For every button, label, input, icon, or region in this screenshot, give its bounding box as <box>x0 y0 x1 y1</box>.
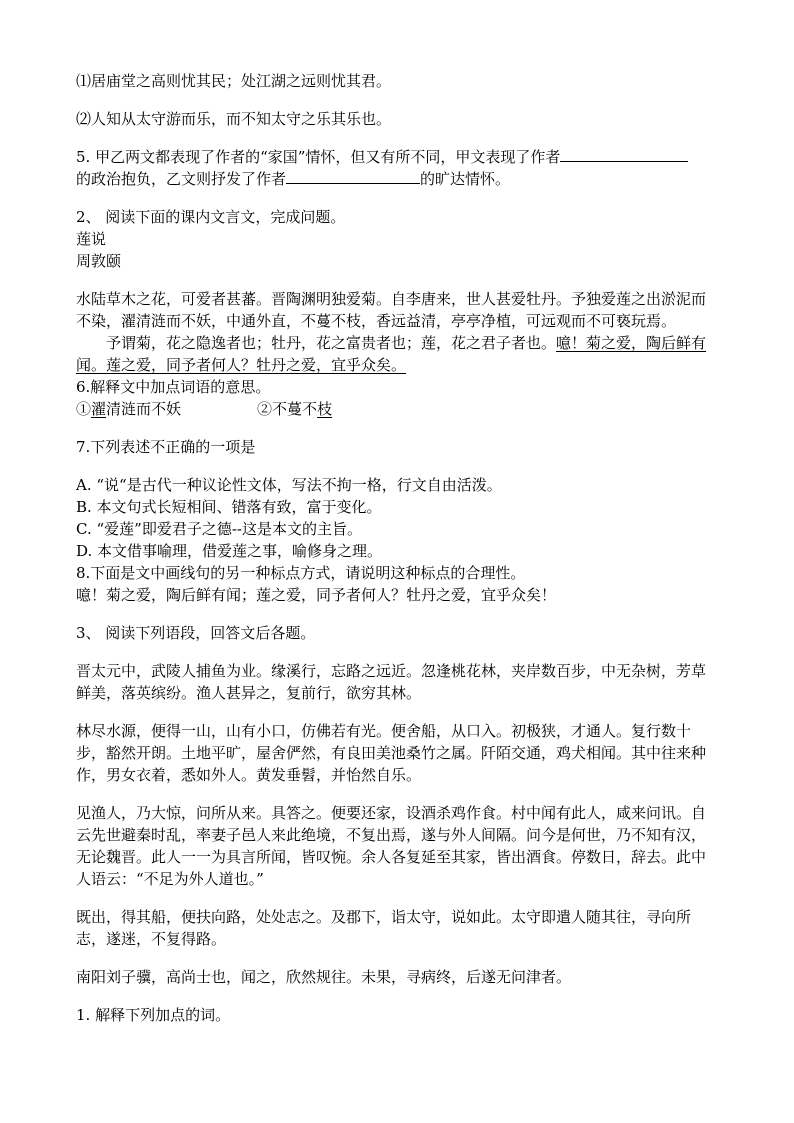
dotted-word-1: 濯 <box>91 400 107 418</box>
paragraph-2-plain: 予谓菊，花之隐逸者也；牡丹，花之富贵者也；莲，花之君子者也。 <box>106 334 557 352</box>
passage-paragraph-1: 晋太元中，武陵人捕鱼为业。缘溪行，忘路之远近。忽逢桃花林，夹岸数百步，中无杂树，芳草鲜美，落英缤纷。渔人甚异之，复前行，欲穷其林。 <box>76 662 707 702</box>
passage-paragraph-3: 见渔人，乃大惊，问所从来。具答之。便要还家，设酒杀鸡作食。村中闻有此人，咸来问讯。自云先世避秦时乱，率妻子邑人来此绝境，不复出焉，遂与外人间隔。问今是何世，乃不知有汉，无论魏晋。此人一一为具言所闻，皆叹惋。余人各复延至其家，皆出酒食。停数日，辞去。此中人语云：“不足为外人道也。” <box>76 804 707 888</box>
question-7-option-a: A. “说“是古代一种议论性文体，写法不拘一格，行文自由活泼。 <box>76 476 502 494</box>
previous-answer-item-2: ⑵人知从太守游而乐，而不知太守之乐其乐也。 <box>76 110 392 128</box>
article-title: 莲说 <box>76 230 107 248</box>
question-8-text: 噫！菊之爱，陶后鲜有闻；莲之爱，同予者何人？牡丹之爱，宜乎众矣！ <box>76 586 557 604</box>
question-7-option-d: D. 本文借事喻理，借爱莲之事，喻修身之理。 <box>76 542 383 560</box>
question-7-option-b: B. 本文句式长短相间、错落有致，富于变化。 <box>76 498 382 516</box>
article-paragraph-2 <box>76 332 718 376</box>
passage-paragraph-4: 既出，得其船，便扶向路，处处志之。及郡下，诣太守，说如此。太守即遣人随其往，寻向所志，遂迷，不复得路。 <box>76 908 692 948</box>
option-1-prefix: ① <box>76 400 92 418</box>
dotted-word-2: 枝 <box>317 400 333 418</box>
article-paragraph-1: 水陆草木之花，可爱者甚蕃。晋陶渊明独爱菊。自李唐来，世人甚爱牡丹。予独爱莲之出淤泥而不染，濯清涟而不妖，中通外直，不蔓不枝，香远益清，亭亭净植，可远观而不可亵玩焉。 <box>76 290 707 330</box>
previous-answer-item-1: ⑴居庙堂之高则忧其民；处江湖之远则忧其君。 <box>76 72 392 90</box>
section-3-heading: 3、 阅读下列语段，回答文后各题。 <box>76 624 316 642</box>
option-1-rest: 清涟而不妖 <box>106 400 182 418</box>
section-3-question-1: 1. 解释下列加点的词。 <box>76 1006 231 1024</box>
article-author: 周敦颐 <box>76 252 122 270</box>
answer-blank-1[interactable] <box>560 147 688 162</box>
question-5-part3: 的旷达情怀。 <box>420 170 511 188</box>
question-5-part1: 5. 甲乙两文都表现了作者的“家国”情怀，但又有所不同，甲文表现了作者 <box>76 148 561 166</box>
question-8: 8.下面是文中画线句的另一种标点方式，请说明这种标点的合理性。 <box>76 564 526 582</box>
passage-paragraph-5: 南阳刘子骥，高尚士也，闻之，欣然规往。未果，寻病终，后遂无问津者。 <box>76 968 572 986</box>
answer-blank-2[interactable] <box>286 169 420 184</box>
question-6: 6.解释文中加点词语的意思。 <box>76 378 271 396</box>
passage-paragraph-2: 林尽水源，便得一山，山有小口，仿佛若有光。便舍船，从口入。初极狭，才通人。复行数十步，豁然开朗。土地平旷，屋舍俨然，有良田美池桑竹之属。阡陌交通，鸡犬相闻。其中往来种作，男女衣着，悉如外人。黄发垂髫，并怡然自乐。 <box>76 722 707 784</box>
question-7-option-c: C. “爱莲”即爱君子之德--这是本文的主旨。 <box>76 520 362 538</box>
question-5 <box>76 146 718 190</box>
underlined-sentence: 噫！菊之爱，陶后鲜有闻。莲之爱，同予者何人？牡丹之爱，宜乎众矣。 <box>76 334 707 374</box>
section-2-heading: 2、 阅读下面的课内文言文，完成问题。 <box>76 208 346 226</box>
question-5-part2: 的政治抱负，乙文则抒发了作者 <box>76 170 287 188</box>
question-6-options <box>76 398 718 420</box>
document-page <box>76 70 718 1026</box>
option-2-prefix: ②不蔓不 <box>257 400 318 418</box>
question-7: 7.下列表述不正确的一项是 <box>76 438 256 456</box>
